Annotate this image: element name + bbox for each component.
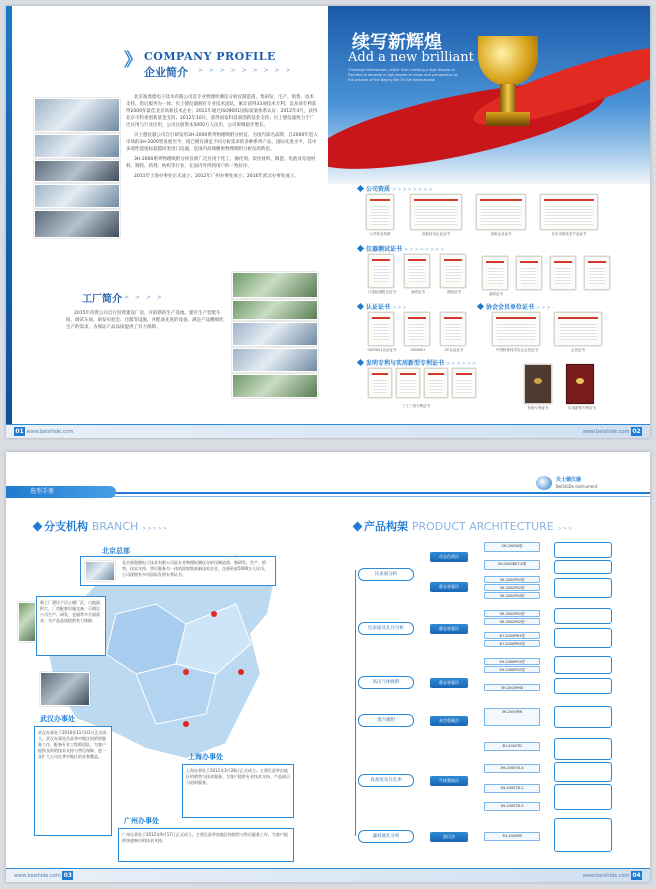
company-profile-title-en: COMPANY PROFILE [144, 50, 276, 63]
caption: 公司营业执照 [369, 232, 391, 236]
callout-shanghai [182, 764, 294, 818]
photo-company-lobby [34, 98, 120, 132]
photo-meeting [34, 210, 120, 238]
section-association [478, 302, 552, 311]
section-test-certificates [358, 244, 446, 253]
section-dots: >>> [392, 305, 408, 311]
section-title: 公司资质 [366, 186, 391, 193]
callout-text: 北京彼奥德电子技术有限公司是专业物理检测仪分析仪制造商，集研发、生产、销售、技术支持、售后服务为一体的国家级高新技术企业，注册资金5000万人民币，公司现拥有多项国际发明专利证书。 [122, 560, 269, 577]
method-node: 动态色谱法 [430, 552, 468, 562]
description-node [554, 578, 612, 598]
photo-beijing-hq [85, 561, 115, 581]
photo-factory-building [232, 300, 318, 320]
section-company-qualification [358, 184, 434, 193]
method-node: 真空重量法 [430, 716, 468, 726]
method-node: 静态容量法 [430, 678, 468, 688]
certificate-high-tech-2 [476, 194, 526, 230]
factory-text [66, 310, 226, 334]
banner-title-cn: 续写新辉煌 [352, 32, 442, 53]
model-node: 3H-2000TD [484, 742, 540, 751]
logo-text-cn: 贝士德仪器 [556, 477, 582, 483]
caption: ISO9001认证证书 [367, 348, 397, 352]
photo-assembly-floor [232, 374, 318, 398]
guangzhou-marker [183, 721, 189, 727]
description-node [554, 738, 612, 760]
caption: 中国粉体技术协会会员证书 [496, 348, 538, 352]
model-node: 3H-2000PS2型 [484, 618, 540, 625]
section-title: 认证证书 [366, 304, 391, 311]
photo-workshop [34, 184, 120, 208]
banner-title-en: Add a new brilliant [348, 50, 474, 65]
model-node: 3H-2000PS1型 [484, 576, 540, 583]
method-node: 泡压法 [430, 832, 468, 842]
model-node: 3H-2000PB [484, 832, 540, 841]
header [6, 452, 650, 506]
certificate-test [584, 256, 610, 290]
certificate-invention-patent [524, 364, 552, 404]
model-node: 3H-2000A型 [484, 542, 540, 552]
caption: 测试证书 [447, 290, 461, 294]
office-title-beijing: 北京总部 [102, 547, 130, 555]
description-node [554, 784, 612, 810]
factory-arrows-decoration: > > > > [124, 294, 164, 301]
trunk-connector [355, 570, 356, 836]
intro-paragraph: 3H-2000系列物理吸附分析仪被广泛应用于化工、催化剂、炭化材料、陶瓷、电池及电池材料、制药、药剂、纺织等行业，在国内外得到用户的一致好评。 [126, 157, 316, 169]
section-dots: >>>>>>>> [404, 247, 446, 253]
footer-url: www.beishide.com [14, 873, 61, 879]
certificate-high-tech [410, 194, 462, 230]
model-node: 3H-2000PHD [484, 684, 540, 691]
description-node [554, 608, 612, 624]
diamond-icon [357, 359, 364, 366]
photo-wuhan-office [40, 672, 90, 706]
model-node: 3H-2000PS2型 [484, 584, 540, 591]
footer-bar [6, 424, 650, 438]
page-number: 01 [15, 428, 24, 435]
model-node: 3H-2000TD-5 [484, 802, 540, 811]
caption: 北京市新技术产品证书 [551, 232, 587, 236]
trophy-base [486, 112, 530, 126]
product-category-node: 比表面及孔径分析 [358, 622, 414, 635]
title-arrows-decoration: > > > > > > > > > [198, 67, 293, 74]
selection-manual-tab: 选型手册 [6, 486, 116, 498]
model-node: 3H-2000BET-A型 [484, 560, 540, 570]
footer-url: www.beishide.com [582, 429, 630, 435]
description-node [554, 656, 612, 674]
caption: 三十三项专利证书 [402, 404, 430, 408]
hero-banner [328, 6, 650, 184]
brochure-spread-top [6, 6, 650, 438]
method-node: 静态容量法 [430, 582, 468, 592]
photo-factory-small [18, 602, 36, 642]
banner-subtitle: Challenge themselves, rather than climbing a high degree of Decided to develop a high degree of vision and perspective As the wisdom of the Beijing Bei Shi De International [348, 68, 458, 82]
page-number: 04 [632, 872, 641, 879]
certificate-test [482, 256, 508, 290]
diamond-icon [357, 303, 364, 310]
footer-right [583, 871, 642, 880]
factory-paragraph: 2015年投资公司自行投资建设厂房，开辟新的生产基地，建有生产装配车间、调试车间、研发实验室、仓储等设施，并配备先进的设备，满足产品精细化生产的需求，为保证产品品质提供了有力保障。 [66, 311, 224, 330]
product-category-node: 滤材通孔分析 [358, 830, 414, 843]
certificate-test [368, 254, 394, 288]
diamond-icon [357, 245, 364, 252]
section-dots: >>> [536, 305, 552, 311]
intro-paragraph: 贝士德仪器公司自行研发的3H-2000系列物理吸附分析仪，为国内知名品牌，自2000年进入市场的3H-2000型发展至今，现已拥有满足不同分析需求的多种系列产品，国际先进水平，其中多项性能指标超越同类进口仪器，是国内高端精密物理吸附分析仪的典范。 [126, 133, 318, 152]
certificate-test [516, 256, 542, 290]
callout-text: 广州办事处于2012年9月17日正式成立。主要负责华南地区的销售与售后服务工作，为客户提供快速响应的技术支持。 [122, 832, 288, 843]
certificate-beijing-product [540, 194, 598, 230]
intro-text [126, 94, 318, 183]
certificate-patent [396, 368, 420, 398]
caption: 高新技术企业证书 [422, 232, 450, 236]
office-title-guangzhou: 广州办事处 [124, 817, 159, 825]
callout-text: 新工厂建设于贝士德厂区，占地面积大，厂房配套设施完备，可满足公司生产、研发、仓储等多方面需求，为产品品质提供有力保障。 [40, 600, 100, 623]
branch-title-cn: 分支机构 [44, 520, 88, 533]
certificate-test [440, 254, 466, 288]
callout-wuhan [34, 726, 112, 836]
branch-title-en: BRANCH [91, 520, 139, 533]
section-authentication [358, 302, 408, 311]
diamond-icon [357, 185, 364, 192]
model-node: 3H-2000PH1型 [484, 658, 540, 665]
title-chevron-icon: 》 [124, 50, 142, 71]
branch-heading [34, 518, 168, 534]
left-edge-bar [6, 6, 12, 438]
factory-title: 工厂简介 [82, 294, 122, 305]
callout-guangzhou [118, 828, 294, 862]
callout-factory [36, 596, 106, 656]
product-title-cn: 产品构架 [364, 520, 408, 533]
description-node [554, 678, 612, 694]
certificate-patent [424, 368, 448, 398]
certificate-iso9001 [368, 312, 394, 346]
section-title: 发明专利与实用新型专利证书 [366, 360, 445, 367]
certificate-business-license [366, 194, 394, 230]
shanghai-marker [238, 669, 244, 675]
section-dots: >>>>> [142, 526, 169, 532]
certificate-association [492, 312, 540, 346]
certificate-patent [452, 368, 476, 398]
model-node: 3H-2000PW [484, 708, 540, 726]
diamond-icon [33, 522, 43, 532]
photo-lab-room [34, 134, 120, 158]
brand-logo [536, 474, 636, 494]
description-node [554, 560, 612, 574]
photo-lab-benches [232, 348, 318, 372]
footer-left [14, 871, 73, 880]
photo-office [34, 160, 120, 182]
logo-icon [536, 476, 552, 490]
caption: 发明专利证书 [527, 406, 549, 410]
certificate-iso9001-2 [404, 312, 430, 346]
certificate-test [550, 256, 576, 290]
caption: ISO9001 [410, 348, 426, 352]
footer-url: www.beishide.com [26, 429, 74, 435]
footer-url: www.beishide.com [582, 873, 630, 879]
caption: 会员证书 [571, 348, 585, 352]
model-node: 3H-2000PM2型 [484, 640, 540, 647]
certificate-test [404, 254, 430, 288]
callout-text: 武汉办事处于2016年11月01日正式成立。武汉办事处负责华中地区的销售服务工作，配备专业工程师团队，为客户提供及时的技术支持与售后保障，进一步扩大公司在华中地区的业务覆盖。 [38, 730, 107, 759]
callout-beijing [80, 556, 276, 586]
certificate-utility-patent [566, 364, 594, 404]
logo-text-en: BeiShiDe Instrument [556, 484, 598, 489]
description-node [554, 818, 612, 852]
company-profile-title-cn: 企业简介 [144, 66, 188, 79]
page-number: 03 [63, 872, 72, 879]
model-node: 3H-2000PH2型 [484, 666, 540, 673]
section-dots: >>> [557, 526, 574, 532]
product-category-node: 蒸汽吸附 [358, 714, 414, 727]
callout-text: 上海办事处于2011年3月28日正式成立。主要负责华东地区的销售与技术服务，为客户提供专业技术支持、产品演示与培训服务。 [186, 768, 290, 785]
diamond-icon [353, 522, 363, 532]
trophy-stem [500, 84, 516, 114]
office-title-wuhan: 武汉办事处 [40, 715, 75, 723]
brochure-spread-bottom [6, 452, 650, 882]
beijing-marker [211, 611, 217, 617]
method-node: 静态容量法 [430, 624, 468, 634]
caption: 计量检测报告证书 [368, 290, 396, 294]
product-title-en: PRODUCT ARCHITECTURE [411, 520, 554, 533]
photo-factory-interior [232, 322, 318, 346]
section-title: 协会会员单位证书 [486, 304, 535, 311]
description-node [554, 542, 612, 558]
description-node [554, 628, 612, 648]
section-dots: >>>>>> [446, 361, 478, 367]
certificate-ce [440, 312, 466, 346]
model-node: 3H-2000TD-4 [484, 764, 540, 773]
office-title-shanghai: 上海办事处 [188, 753, 223, 761]
certificate-patent [368, 368, 392, 398]
intro-paragraph: 北京彼奥德电子技术有限公司是专业物理检测仪分析仪制造商，集研发、生产、销售、技术支持、售后服务为一体；贝士德仪器拥有专业技术团队，累计获得33项技术专利；以多项专利获得2009年最佳北京高新技术企业；2011年通过ISO9001国际质量体系认证；2012年4月，获得北京市科委创新基金支持；2012年10月，获得国家科技部创新基金支持；贝士德仪器致力于广泛应用与行业应用，公司注册资本5000万人民币，公司规模稳步增长。 [126, 95, 318, 128]
description-node [554, 762, 612, 782]
photo-factory-exterior [232, 272, 318, 298]
footer-left [14, 427, 73, 436]
product-category-node: 高压气体吸附 [358, 676, 414, 689]
diamond-icon [477, 303, 484, 310]
certificate-member [554, 312, 602, 346]
caption: 测试证书 [411, 290, 425, 294]
footer-right [583, 427, 642, 436]
section-title: 仪器测试证书 [366, 246, 403, 253]
trophy-icon [478, 36, 538, 86]
footer-bar [6, 868, 650, 882]
description-node [554, 706, 612, 728]
caption: 高新企业证书 [490, 232, 512, 236]
section-dots: >>>>>>>> [392, 187, 434, 193]
product-heading [354, 518, 573, 534]
wuhan-marker [183, 669, 189, 675]
caption: CE认证证书 [444, 348, 464, 352]
model-node: 3H-2000PS4型 [484, 592, 540, 599]
model-node: 3H-2000PS1型 [484, 610, 540, 617]
section-patents [358, 358, 477, 367]
intro-paragraph: 2011年上海办事处正式成立；2012年广州办事处成立；2016年武汉办事处成立。 [134, 174, 299, 179]
product-category-node: 真密度及开孔率 [358, 774, 414, 787]
caption: 测试证书 [489, 292, 503, 296]
product-category-node: 比表面分析 [358, 568, 414, 581]
model-node: 3H-2000TD-2 [484, 784, 540, 793]
model-node: 3H-2000PM1型 [484, 632, 540, 639]
page-number: 02 [632, 428, 641, 435]
caption: 实用新型专利证书 [568, 406, 596, 410]
method-node: 气体置换法 [430, 776, 468, 786]
